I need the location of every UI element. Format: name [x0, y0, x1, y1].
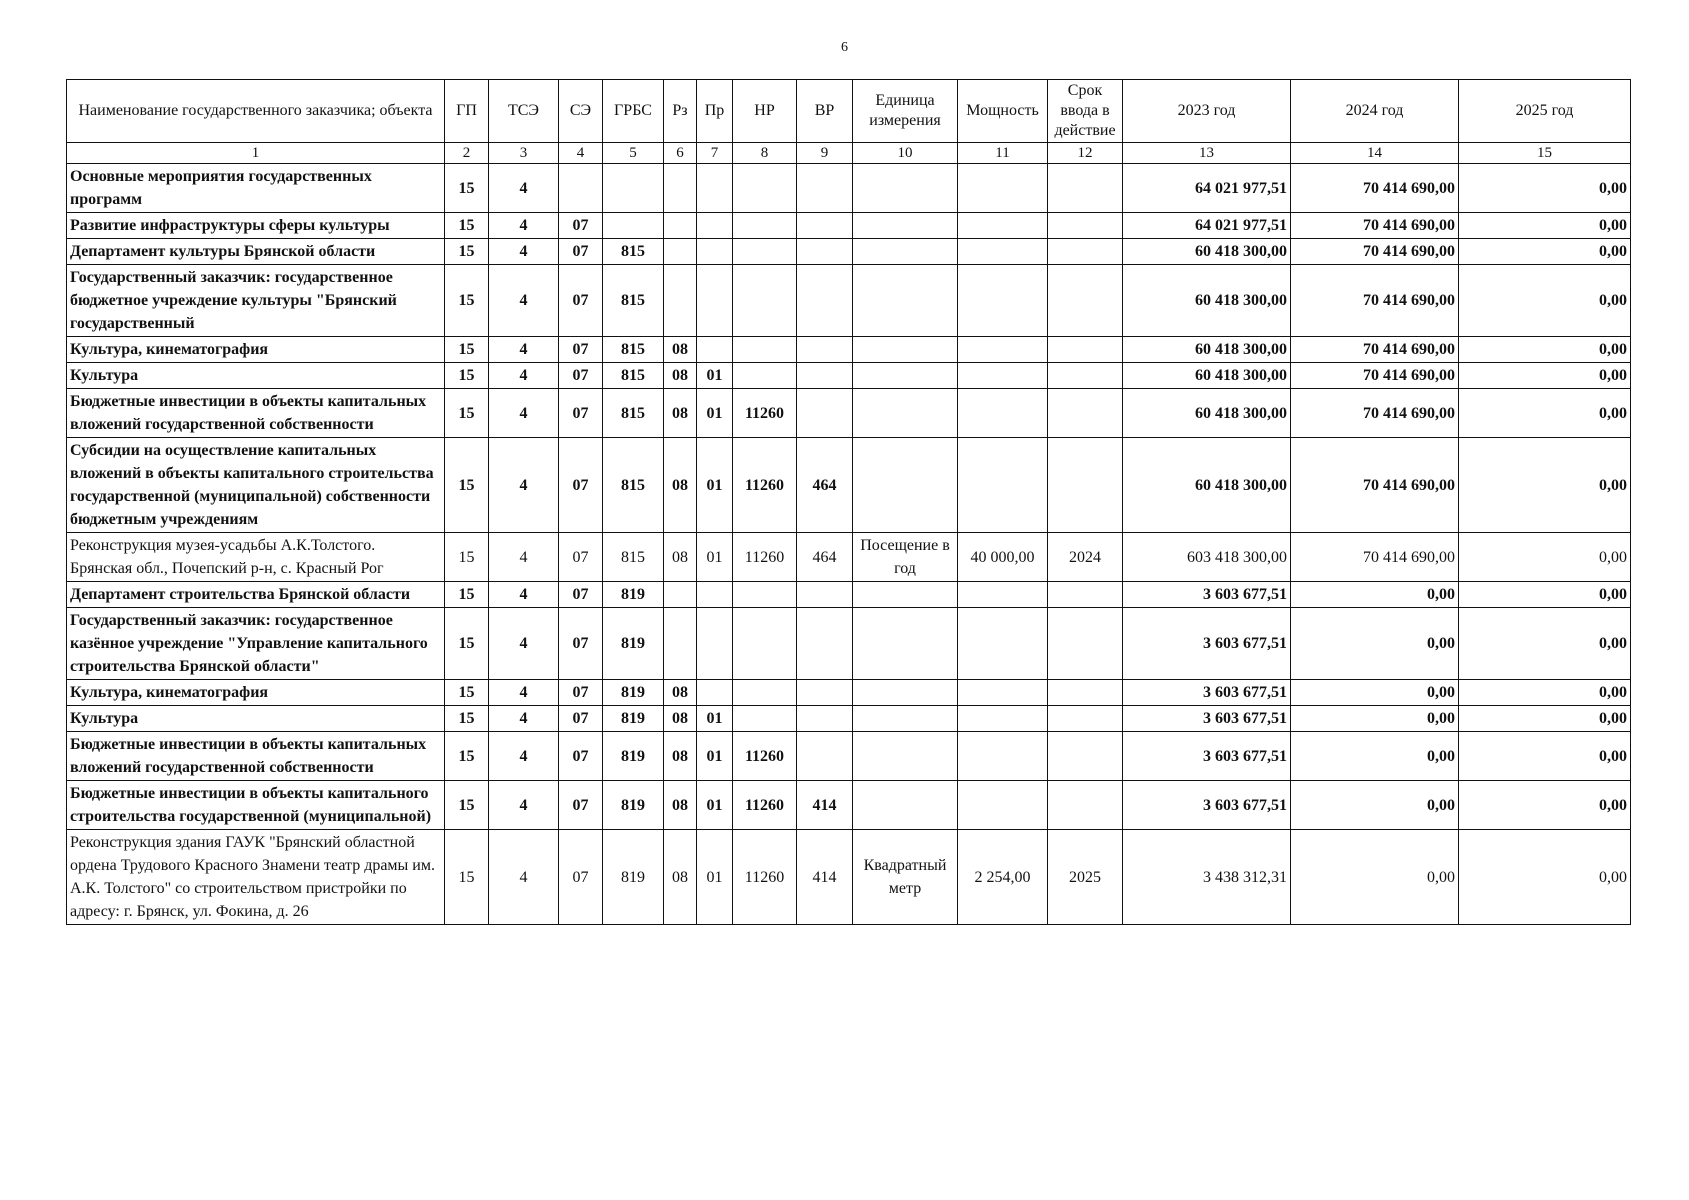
cell-unit — [853, 680, 958, 706]
column-number: 7 — [697, 143, 733, 164]
table-row — [67, 608, 1631, 680]
cell-pr — [697, 164, 733, 213]
cell-2024: 70 414 690,00 — [1291, 533, 1459, 582]
cell-nr — [733, 706, 797, 732]
cell-2023: 3 603 677,51 — [1123, 608, 1291, 680]
cell-term — [1048, 363, 1123, 389]
cell-pr — [697, 265, 733, 337]
cell-nr — [733, 213, 797, 239]
cell-2023: 3 438 312,31 — [1123, 830, 1291, 925]
cell-se: 07 — [559, 337, 603, 363]
cell-term — [1048, 781, 1123, 830]
cell-grbs: 819 — [603, 830, 664, 925]
cell-capacity — [958, 265, 1048, 337]
cell-grbs: 815 — [603, 389, 664, 438]
cell-nr — [733, 239, 797, 265]
cell-rz: 08 — [664, 732, 697, 781]
cell-pr: 01 — [697, 732, 733, 781]
cell-term — [1048, 239, 1123, 265]
cell-2024: 70 414 690,00 — [1291, 164, 1459, 213]
cell-rz: 08 — [664, 337, 697, 363]
table-row — [67, 533, 1631, 582]
cell-2024: 70 414 690,00 — [1291, 213, 1459, 239]
cell-2025: 0,00 — [1459, 363, 1631, 389]
cell-grbs: 819 — [603, 706, 664, 732]
cell-2023: 3 603 677,51 — [1123, 582, 1291, 608]
cell-2024: 0,00 — [1291, 706, 1459, 732]
cell-gp: 15 — [445, 608, 489, 680]
header-name: Наименование государственного заказчика; объекта — [67, 80, 445, 143]
column-number: 9 — [797, 143, 853, 164]
table-row — [67, 680, 1631, 706]
table-row — [67, 830, 1631, 925]
row-name: Основные мероприятия государственных программ — [67, 164, 445, 213]
cell-2023: 60 418 300,00 — [1123, 337, 1291, 363]
cell-se — [559, 164, 603, 213]
cell-unit — [853, 582, 958, 608]
header-2024: 2024 год — [1291, 80, 1459, 143]
cell-rz: 08 — [664, 389, 697, 438]
cell-se: 07 — [559, 213, 603, 239]
cell-capacity — [958, 732, 1048, 781]
cell-2024: 70 414 690,00 — [1291, 363, 1459, 389]
cell-2023: 60 418 300,00 — [1123, 363, 1291, 389]
cell-2024: 0,00 — [1291, 830, 1459, 925]
cell-vr — [797, 363, 853, 389]
cell-capacity — [958, 608, 1048, 680]
cell-term — [1048, 438, 1123, 533]
cell-rz: 08 — [664, 680, 697, 706]
cell-se: 07 — [559, 389, 603, 438]
cell-nr: 11260 — [733, 781, 797, 830]
cell-unit — [853, 706, 958, 732]
cell-capacity — [958, 213, 1048, 239]
row-name: Государственный заказчик: государственное бюджетное учреждение культуры "Брянский государственный — [67, 265, 445, 337]
cell-pr: 01 — [697, 389, 733, 438]
header-gp: ГП — [445, 80, 489, 143]
cell-tse: 4 — [489, 706, 559, 732]
header-se: СЭ — [559, 80, 603, 143]
column-number-row — [67, 143, 1631, 164]
header-grbs: ГРБС — [603, 80, 664, 143]
cell-2024: 70 414 690,00 — [1291, 239, 1459, 265]
row-name: Бюджетные инвестиции в объекты капитальных вложений государственной собственности — [67, 732, 445, 781]
cell-2024: 0,00 — [1291, 680, 1459, 706]
cell-pr: 01 — [697, 830, 733, 925]
cell-2025: 0,00 — [1459, 389, 1631, 438]
cell-2023: 60 418 300,00 — [1123, 389, 1291, 438]
cell-capacity — [958, 582, 1048, 608]
cell-nr — [733, 265, 797, 337]
table-row — [67, 337, 1631, 363]
cell-gp: 15 — [445, 164, 489, 213]
column-number: 14 — [1291, 143, 1459, 164]
table-row — [67, 781, 1631, 830]
cell-tse: 4 — [489, 265, 559, 337]
table-row — [67, 265, 1631, 337]
cell-nr: 11260 — [733, 533, 797, 582]
cell-rz — [664, 608, 697, 680]
cell-2024: 0,00 — [1291, 582, 1459, 608]
column-number: 2 — [445, 143, 489, 164]
cell-pr: 01 — [697, 706, 733, 732]
cell-2023: 3 603 677,51 — [1123, 732, 1291, 781]
column-number: 10 — [853, 143, 958, 164]
cell-nr: 11260 — [733, 732, 797, 781]
header-tse: ТСЭ — [489, 80, 559, 143]
cell-tse: 4 — [489, 213, 559, 239]
cell-tse: 4 — [489, 582, 559, 608]
cell-se: 07 — [559, 732, 603, 781]
cell-grbs — [603, 213, 664, 239]
cell-term — [1048, 265, 1123, 337]
cell-capacity — [958, 781, 1048, 830]
cell-pr — [697, 213, 733, 239]
table-row — [67, 706, 1631, 732]
cell-vr — [797, 608, 853, 680]
cell-rz — [664, 582, 697, 608]
cell-capacity — [958, 337, 1048, 363]
column-number: 11 — [958, 143, 1048, 164]
row-name: Департамент строительства Брянской области — [67, 582, 445, 608]
cell-rz: 08 — [664, 533, 697, 582]
header-capacity: Мощность — [958, 80, 1048, 143]
row-name: Государственный заказчик: государственное казённое учреждение "Управление капитального строительства Брянской области" — [67, 608, 445, 680]
cell-tse: 4 — [489, 239, 559, 265]
cell-term: 2025 — [1048, 830, 1123, 925]
cell-gp: 15 — [445, 706, 489, 732]
column-number: 1 — [67, 143, 445, 164]
cell-2025: 0,00 — [1459, 239, 1631, 265]
cell-gp: 15 — [445, 239, 489, 265]
cell-vr — [797, 706, 853, 732]
row-name: Департамент культуры Брянской области — [67, 239, 445, 265]
cell-gp: 15 — [445, 213, 489, 239]
cell-pr: 01 — [697, 533, 733, 582]
cell-capacity — [958, 680, 1048, 706]
cell-2025: 0,00 — [1459, 582, 1631, 608]
cell-pr: 01 — [697, 363, 733, 389]
cell-tse: 4 — [489, 830, 559, 925]
cell-grbs: 819 — [603, 608, 664, 680]
cell-rz: 08 — [664, 830, 697, 925]
cell-capacity — [958, 706, 1048, 732]
cell-vr: 464 — [797, 438, 853, 533]
header-2023: 2023 год — [1123, 80, 1291, 143]
cell-term — [1048, 337, 1123, 363]
cell-vr: 414 — [797, 781, 853, 830]
cell-unit — [853, 239, 958, 265]
cell-nr: 11260 — [733, 830, 797, 925]
cell-tse: 4 — [489, 533, 559, 582]
cell-nr — [733, 582, 797, 608]
cell-term — [1048, 680, 1123, 706]
cell-grbs: 815 — [603, 337, 664, 363]
cell-term — [1048, 213, 1123, 239]
cell-2025: 0,00 — [1459, 680, 1631, 706]
cell-unit — [853, 164, 958, 213]
cell-2025: 0,00 — [1459, 732, 1631, 781]
cell-tse: 4 — [489, 438, 559, 533]
cell-rz — [664, 164, 697, 213]
column-number: 3 — [489, 143, 559, 164]
cell-2025: 0,00 — [1459, 337, 1631, 363]
cell-vr — [797, 213, 853, 239]
table-row — [67, 164, 1631, 213]
cell-grbs: 819 — [603, 680, 664, 706]
cell-gp: 15 — [445, 533, 489, 582]
cell-2025: 0,00 — [1459, 438, 1631, 533]
cell-unit: Квадратный метр — [853, 830, 958, 925]
cell-2024: 70 414 690,00 — [1291, 438, 1459, 533]
cell-se: 07 — [559, 830, 603, 925]
cell-vr — [797, 680, 853, 706]
column-number: 5 — [603, 143, 664, 164]
row-name: Культура — [67, 363, 445, 389]
cell-term — [1048, 582, 1123, 608]
cell-se: 07 — [559, 706, 603, 732]
cell-vr: 414 — [797, 830, 853, 925]
cell-2024: 70 414 690,00 — [1291, 389, 1459, 438]
cell-grbs: 819 — [603, 781, 664, 830]
cell-grbs: 819 — [603, 582, 664, 608]
cell-gp: 15 — [445, 265, 489, 337]
cell-rz — [664, 239, 697, 265]
cell-tse: 4 — [489, 732, 559, 781]
cell-unit — [853, 438, 958, 533]
table-row — [67, 438, 1631, 533]
row-name: Реконструкция здания ГАУК "Брянский областной ордена Трудового Красного Знамени театр драмы им. А.К. Толстого" со строительством пристройки по адресу: г. Брянск, ул. Фокина, д. 26 — [67, 830, 445, 925]
cell-capacity — [958, 363, 1048, 389]
cell-2024: 0,00 — [1291, 781, 1459, 830]
cell-rz: 08 — [664, 438, 697, 533]
row-name: Субсидии на осуществление капитальных вложений в объекты капитального строительства государственной (муниципальной) собственности бюджетным учреждениям — [67, 438, 445, 533]
cell-pr — [697, 239, 733, 265]
cell-2023: 3 603 677,51 — [1123, 781, 1291, 830]
cell-unit — [853, 608, 958, 680]
cell-grbs: 815 — [603, 363, 664, 389]
cell-pr — [697, 608, 733, 680]
cell-se: 07 — [559, 533, 603, 582]
cell-vr — [797, 337, 853, 363]
cell-vr: 464 — [797, 533, 853, 582]
cell-2023: 64 021 977,51 — [1123, 213, 1291, 239]
cell-2024: 70 414 690,00 — [1291, 337, 1459, 363]
cell-tse: 4 — [489, 363, 559, 389]
cell-capacity — [958, 164, 1048, 213]
table-row — [67, 732, 1631, 781]
cell-grbs: 815 — [603, 533, 664, 582]
cell-se: 07 — [559, 608, 603, 680]
cell-vr — [797, 265, 853, 337]
header-pr: Пр — [697, 80, 733, 143]
cell-rz: 08 — [664, 363, 697, 389]
table-row — [67, 239, 1631, 265]
cell-2025: 0,00 — [1459, 608, 1631, 680]
cell-tse: 4 — [489, 389, 559, 438]
cell-grbs: 815 — [603, 265, 664, 337]
cell-term — [1048, 608, 1123, 680]
budget-table — [66, 79, 1631, 925]
cell-term — [1048, 389, 1123, 438]
cell-se: 07 — [559, 582, 603, 608]
header-2025: 2025 год — [1459, 80, 1631, 143]
cell-grbs: 815 — [603, 438, 664, 533]
cell-gp: 15 — [445, 680, 489, 706]
cell-term — [1048, 164, 1123, 213]
cell-unit — [853, 781, 958, 830]
cell-tse: 4 — [489, 680, 559, 706]
cell-nr: 11260 — [733, 389, 797, 438]
cell-tse: 4 — [489, 608, 559, 680]
cell-tse: 4 — [489, 337, 559, 363]
cell-term — [1048, 706, 1123, 732]
table-row — [67, 582, 1631, 608]
cell-unit — [853, 337, 958, 363]
cell-2025: 0,00 — [1459, 706, 1631, 732]
cell-pr: 01 — [697, 781, 733, 830]
column-number: 13 — [1123, 143, 1291, 164]
cell-2025: 0,00 — [1459, 781, 1631, 830]
cell-capacity — [958, 239, 1048, 265]
cell-2024: 0,00 — [1291, 608, 1459, 680]
header-vr: ВР — [797, 80, 853, 143]
cell-se: 07 — [559, 438, 603, 533]
cell-vr — [797, 389, 853, 438]
row-name: Бюджетные инвестиции в объекты капитальных вложений государственной собственности — [67, 389, 445, 438]
cell-rz: 08 — [664, 781, 697, 830]
cell-pr: 01 — [697, 438, 733, 533]
cell-grbs — [603, 164, 664, 213]
cell-rz — [664, 265, 697, 337]
cell-2025: 0,00 — [1459, 213, 1631, 239]
cell-nr: 11260 — [733, 438, 797, 533]
cell-vr — [797, 164, 853, 213]
cell-pr — [697, 680, 733, 706]
column-number: 6 — [664, 143, 697, 164]
cell-se: 07 — [559, 265, 603, 337]
column-number: 4 — [559, 143, 603, 164]
table-row — [67, 213, 1631, 239]
cell-grbs: 815 — [603, 239, 664, 265]
cell-vr — [797, 732, 853, 781]
cell-gp: 15 — [445, 781, 489, 830]
cell-2023: 3 603 677,51 — [1123, 706, 1291, 732]
cell-unit — [853, 363, 958, 389]
cell-2023: 64 021 977,51 — [1123, 164, 1291, 213]
cell-2024: 70 414 690,00 — [1291, 265, 1459, 337]
table-row — [67, 389, 1631, 438]
cell-gp: 15 — [445, 363, 489, 389]
cell-se: 07 — [559, 680, 603, 706]
cell-2025: 0,00 — [1459, 830, 1631, 925]
row-name: Культура, кинематография — [67, 337, 445, 363]
row-name: Культура, кинематография — [67, 680, 445, 706]
cell-term — [1048, 732, 1123, 781]
cell-gp: 15 — [445, 732, 489, 781]
cell-nr — [733, 164, 797, 213]
column-number: 12 — [1048, 143, 1123, 164]
cell-unit — [853, 265, 958, 337]
column-number: 8 — [733, 143, 797, 164]
cell-nr — [733, 680, 797, 706]
cell-unit: Посещение в год — [853, 533, 958, 582]
cell-se: 07 — [559, 363, 603, 389]
cell-gp: 15 — [445, 389, 489, 438]
cell-2025: 0,00 — [1459, 265, 1631, 337]
header-term: Срок ввода в действие — [1048, 80, 1123, 143]
cell-2023: 3 603 677,51 — [1123, 680, 1291, 706]
row-name: Развитие инфраструктуры сферы культуры — [67, 213, 445, 239]
cell-unit — [853, 732, 958, 781]
cell-se: 07 — [559, 239, 603, 265]
cell-unit — [853, 389, 958, 438]
table-row — [67, 363, 1631, 389]
cell-capacity: 40 000,00 — [958, 533, 1048, 582]
cell-unit — [853, 213, 958, 239]
cell-capacity — [958, 389, 1048, 438]
cell-2023: 60 418 300,00 — [1123, 438, 1291, 533]
cell-se: 07 — [559, 781, 603, 830]
cell-capacity: 2 254,00 — [958, 830, 1048, 925]
cell-nr — [733, 337, 797, 363]
cell-2024: 0,00 — [1291, 732, 1459, 781]
row-name: Культура — [67, 706, 445, 732]
cell-2023: 60 418 300,00 — [1123, 239, 1291, 265]
header-rz: Рз — [664, 80, 697, 143]
cell-nr — [733, 363, 797, 389]
cell-2023: 603 418 300,00 — [1123, 533, 1291, 582]
cell-2023: 60 418 300,00 — [1123, 265, 1291, 337]
cell-pr — [697, 337, 733, 363]
cell-grbs: 819 — [603, 732, 664, 781]
cell-rz — [664, 213, 697, 239]
cell-nr — [733, 608, 797, 680]
page-number: 6 — [841, 40, 848, 55]
cell-tse: 4 — [489, 781, 559, 830]
cell-gp: 15 — [445, 438, 489, 533]
cell-gp: 15 — [445, 582, 489, 608]
cell-2025: 0,00 — [1459, 533, 1631, 582]
cell-gp: 15 — [445, 830, 489, 925]
cell-tse: 4 — [489, 164, 559, 213]
table-header-row — [67, 80, 1631, 143]
row-name: Реконструкция музея-усадьбы А.К.Толстого. Брянская обл., Почепский р-н, с. Красный Рог — [67, 533, 445, 582]
cell-vr — [797, 582, 853, 608]
cell-term: 2024 — [1048, 533, 1123, 582]
cell-capacity — [958, 438, 1048, 533]
row-name: Бюджетные инвестиции в объекты капитального строительства государственной (муниципальной) — [67, 781, 445, 830]
cell-rz: 08 — [664, 706, 697, 732]
cell-2025: 0,00 — [1459, 164, 1631, 213]
header-nr: НР — [733, 80, 797, 143]
cell-pr — [697, 582, 733, 608]
cell-vr — [797, 239, 853, 265]
column-number: 15 — [1459, 143, 1631, 164]
header-unit: Единица измерения — [853, 80, 958, 143]
cell-gp: 15 — [445, 337, 489, 363]
